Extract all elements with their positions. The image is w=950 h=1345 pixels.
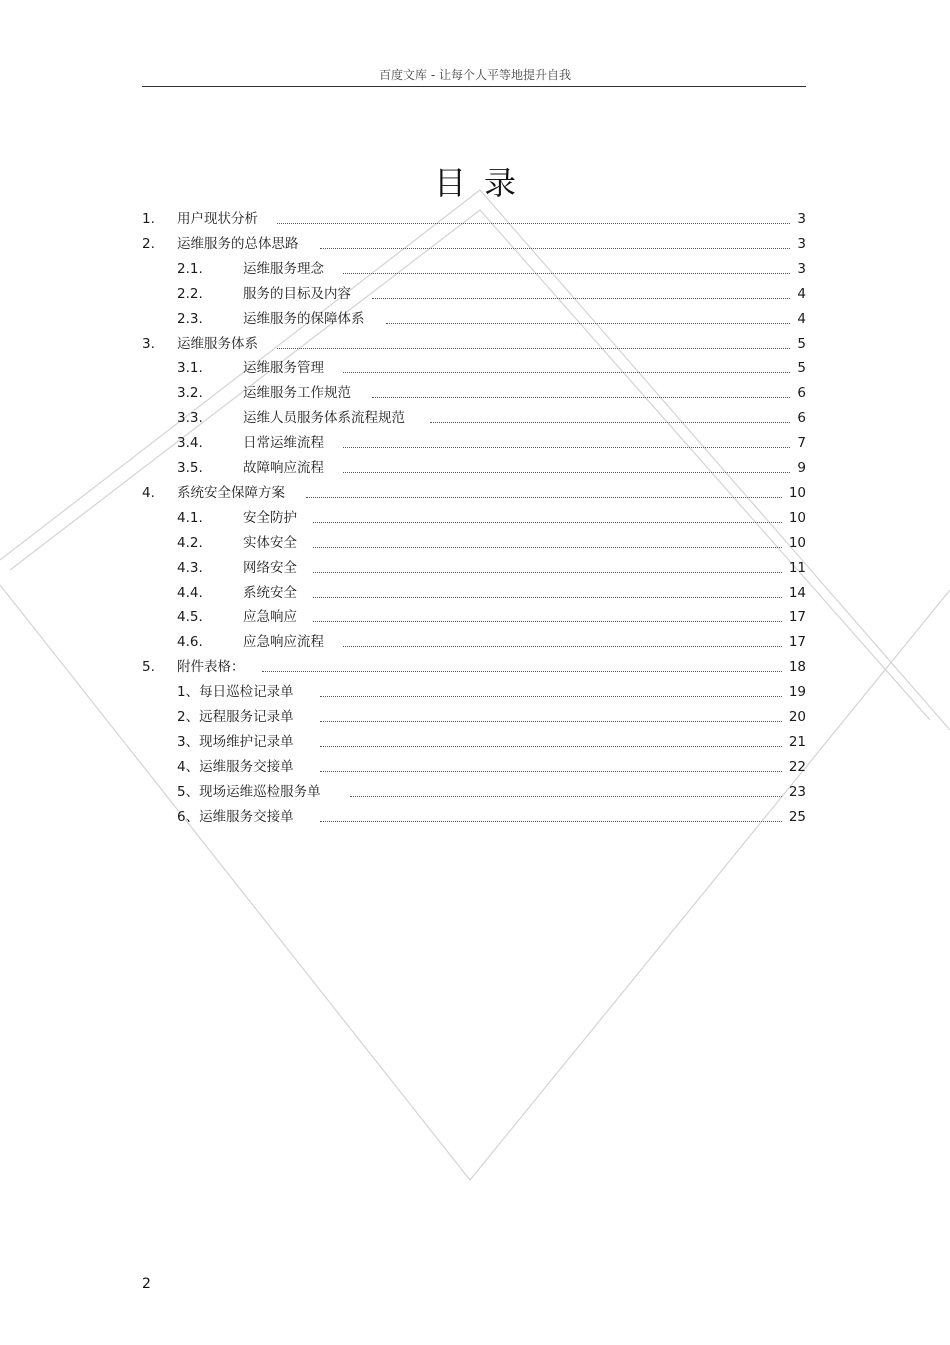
toc-entry-number: 3.4. [177,435,203,452]
toc-leader-dots [320,696,782,697]
toc-entry[interactable] [0,605,950,629]
toc-entry[interactable] [0,506,950,530]
toc-entry-page: 3 [797,260,806,277]
toc-entry-page: 19 [788,684,806,701]
toc-entry-title: 应急响应 [243,609,297,626]
toc-entry-page: 10 [788,534,806,551]
toc-entry[interactable] [0,356,950,380]
toc-leader-dots [313,621,782,622]
toc-leader-dots [343,447,790,448]
toc-leader-dots [343,646,782,647]
toc-entry[interactable] [0,232,950,256]
toc-leader-dots [320,821,782,822]
toc-leader-dots [277,223,790,224]
toc-leader-dots [277,348,790,349]
toc-entry-number: 3. [142,335,155,352]
toc-entry-page: 3 [797,211,806,227]
toc-entry-page: 18 [788,659,806,676]
toc-leader-dots [313,547,782,548]
toc-leader-dots [372,397,790,398]
toc-entry[interactable] [0,481,950,505]
toc-entry-title: 4、运维服务交接单 [177,758,294,775]
page-header: 百度文库 - 让每个人平等地提升自我 [379,68,571,82]
toc-entry-title: 运维服务管理 [243,360,324,377]
toc-entry-page: 23 [788,783,806,800]
toc-entry-page: 4 [797,310,806,327]
toc-entry-number: 2.2. [177,285,203,302]
toc-entry-title: 故障响应流程 [243,460,324,476]
toc-entry-number: 4.2. [177,534,203,551]
toc-leader-dots [306,497,782,498]
toc-entry[interactable] [0,207,950,231]
toc-entry[interactable] [0,630,950,654]
toc-entry[interactable] [0,705,950,729]
toc-entry-title: 网络安全 [243,559,297,576]
toc-entry-page: 17 [788,609,806,626]
toc-leader-dots [320,721,782,722]
toc-entry-page: 9 [797,460,806,476]
toc-entry-title: 运维服务体系 [177,335,258,352]
toc-leader-dots [262,671,782,672]
toc-entry-title: 安全防护 [243,509,297,526]
toc-entry[interactable] [0,805,950,829]
toc-leader-dots [320,746,782,747]
toc-entry-title: 系统安全 [243,584,297,601]
toc-title: 目录 [433,164,534,202]
toc-entry-page: 14 [788,584,806,601]
toc-entry[interactable] [0,730,950,754]
toc-entry-number: 5. [142,659,155,676]
toc-entry-page: 7 [797,435,806,452]
toc-entry[interactable] [0,456,950,480]
toc-leader-dots [313,522,782,523]
toc-leader-dots [343,472,790,473]
toc-entry-title: 1、每日巡检记录单 [177,684,294,701]
toc-entry-number: 4.4. [177,584,203,601]
toc-entry-number: 2.3. [177,310,203,327]
toc-entry-number: 3.5. [177,460,203,476]
toc-entry-title: 实体安全 [243,534,297,551]
toc-entry-number: 2.1. [177,260,203,277]
toc-leader-dots [343,273,790,274]
toc-entry[interactable] [0,531,950,555]
toc-entry-title: 运维服务理念 [243,260,324,277]
toc-entry-title: 运维服务的保障体系 [243,310,365,327]
toc-entry-number: 4.3. [177,559,203,576]
toc-entry[interactable] [0,282,950,306]
toc-entry-page: 3 [797,235,806,252]
toc-entry[interactable] [0,381,950,405]
toc-entry[interactable] [0,307,950,331]
toc-entry-page: 11 [788,559,806,576]
toc-entry[interactable] [0,680,950,704]
toc-entry-page: 17 [788,634,806,651]
toc-entry-title: 2、远程服务记录单 [177,709,294,725]
toc-leader-dots [313,597,782,598]
toc-entry-number: 1. [142,211,155,227]
toc-entry[interactable] [0,431,950,455]
header-rule [142,86,806,87]
toc-entry-title: 运维服务的总体思路 [177,235,299,252]
toc-leader-dots [372,298,790,299]
toc-entry-page: 6 [797,385,806,402]
toc-entry-title: 运维服务工作规范 [243,385,351,402]
toc-entry-page: 6 [797,410,806,427]
toc-entry-title: 系统安全保障方案 [177,484,285,501]
toc-entry-page: 25 [788,808,806,825]
toc-leader-dots [350,796,782,797]
toc-entry-number: 3.1. [177,360,203,377]
toc-entry[interactable] [0,780,950,804]
toc-entry-number: 4. [142,484,155,501]
toc-entry[interactable] [0,755,950,779]
toc-entry-page: 22 [788,758,806,775]
toc-leader-dots [386,323,790,324]
toc-entry-title: 服务的目标及内容 [243,285,351,302]
toc-entry-title: 应急响应流程 [243,634,324,651]
toc-entry-number: 2. [142,235,155,252]
toc-leader-dots [430,422,790,423]
toc-entry-page: 10 [788,509,806,526]
toc-entry[interactable] [0,655,950,679]
toc-entry-number: 3.2. [177,385,203,402]
toc-leader-dots [313,572,782,573]
toc-entry-page: 10 [788,484,806,501]
toc-leader-dots [320,771,782,772]
toc-entry-number: 3.3. [177,410,203,427]
toc-entry-title: 日常运维流程 [243,435,324,452]
toc-entry[interactable] [0,406,950,430]
toc-entry[interactable] [0,581,950,605]
toc-leader-dots [320,248,790,249]
toc-entry-title: 6、运维服务交接单 [177,808,294,825]
toc-entry[interactable] [0,556,950,580]
toc-entry-number: 4.6. [177,634,203,651]
toc-entry-page: 5 [797,335,806,352]
page-number: 2 [142,1276,151,1292]
toc-entry-title: 3、现场维护记录单 [177,733,294,750]
toc-entry-page: 4 [797,285,806,302]
toc-entry-title: 附件表格： [177,659,245,676]
toc-entry-number: 4.5. [177,609,203,626]
toc-entry[interactable] [0,332,950,356]
toc-entry-number: 4.1. [177,509,203,526]
toc-entry-page: 20 [788,709,806,725]
toc-entry-title: 5、现场运维巡检服务单 [177,783,321,800]
toc-entry-title: 用户现状分析 [177,211,258,227]
toc-entry-page: 5 [797,360,806,377]
toc-leader-dots [343,372,790,373]
toc-entry-page: 21 [788,733,806,750]
toc-entry[interactable] [0,257,950,281]
toc-entry-title: 运维人员服务体系流程规范 [243,410,405,427]
